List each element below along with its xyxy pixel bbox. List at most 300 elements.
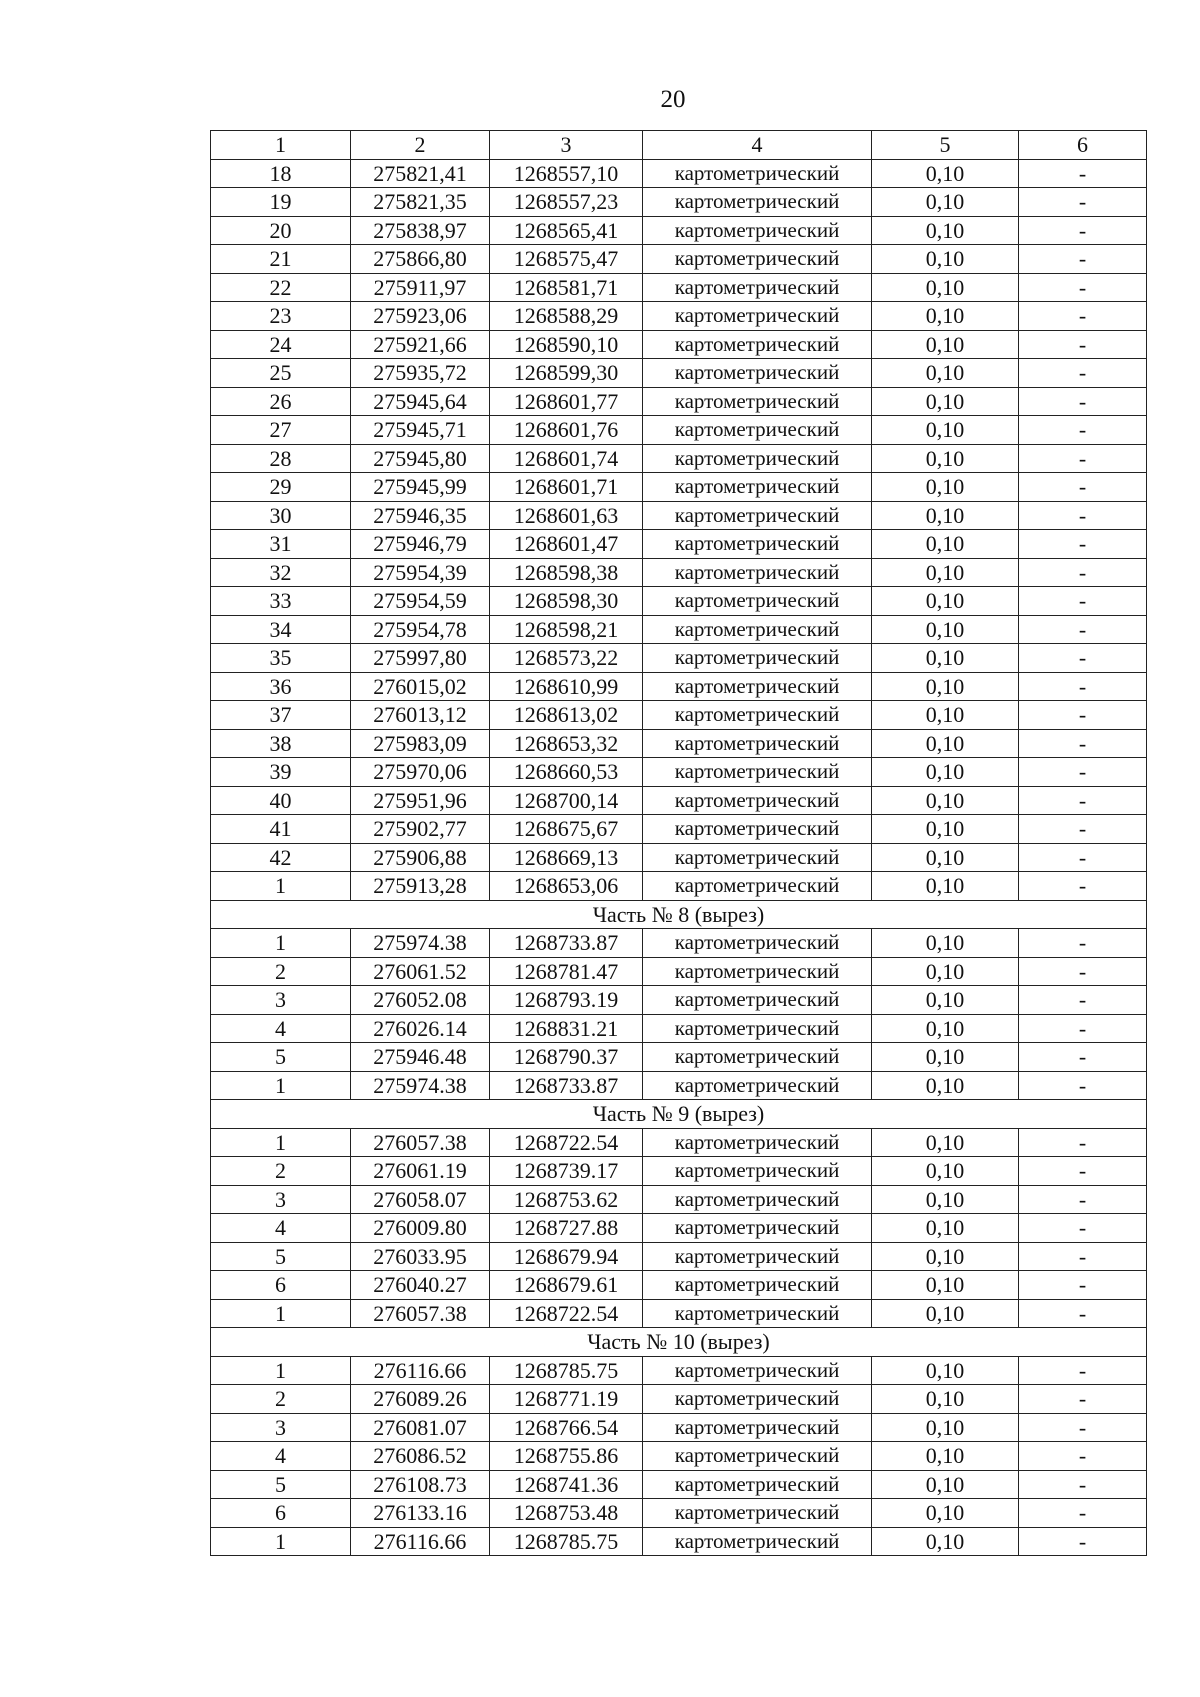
x-coordinate-cell: 276089.26	[351, 1385, 490, 1414]
method-cell: картометрический	[643, 843, 872, 872]
accuracy-cell: 0,10	[872, 359, 1019, 388]
table-row	[211, 1299, 1147, 1328]
x-coordinate-cell: 275954,78	[351, 615, 490, 644]
table-row	[211, 359, 1147, 388]
y-coordinate-cell: 1268565,41	[490, 216, 643, 245]
table-row	[211, 986, 1147, 1015]
note-cell: -	[1019, 216, 1147, 245]
y-coordinate-cell: 1268653,32	[490, 729, 643, 758]
column-header-3: 3	[490, 131, 643, 160]
y-coordinate-cell: 1268781.47	[490, 957, 643, 986]
note-cell: -	[1019, 1470, 1147, 1499]
method-cell: картометрический	[643, 330, 872, 359]
accuracy-cell: 0,10	[872, 501, 1019, 530]
table-row	[211, 786, 1147, 815]
table-row	[211, 1442, 1147, 1471]
method-cell: картометрический	[643, 302, 872, 331]
table-row	[211, 843, 1147, 872]
table-row	[211, 1413, 1147, 1442]
table-row	[211, 615, 1147, 644]
note-cell: -	[1019, 1128, 1147, 1157]
note-cell: -	[1019, 1499, 1147, 1528]
method-cell: картометрический	[643, 872, 872, 901]
x-coordinate-cell: 275945,80	[351, 444, 490, 473]
y-coordinate-cell: 1268590,10	[490, 330, 643, 359]
method-cell: картометрический	[643, 672, 872, 701]
table-header	[211, 131, 1147, 160]
point-number-cell: 28	[211, 444, 351, 473]
table-row	[211, 159, 1147, 188]
section-row	[211, 1100, 1147, 1129]
note-cell: -	[1019, 1071, 1147, 1100]
y-coordinate-cell: 1268722.54	[490, 1128, 643, 1157]
table-row	[211, 188, 1147, 217]
table-row	[211, 245, 1147, 274]
x-coordinate-cell: 275911,97	[351, 273, 490, 302]
y-coordinate-cell: 1268766.54	[490, 1413, 643, 1442]
method-cell: картометрический	[643, 530, 872, 559]
table-row	[211, 672, 1147, 701]
method-cell: картометрический	[643, 444, 872, 473]
point-number-cell: 22	[211, 273, 351, 302]
accuracy-cell: 0,10	[872, 843, 1019, 872]
table-row	[211, 1385, 1147, 1414]
accuracy-cell: 0,10	[872, 701, 1019, 730]
table-row	[211, 530, 1147, 559]
note-cell: -	[1019, 986, 1147, 1015]
point-number-cell: 1	[211, 929, 351, 958]
accuracy-cell: 0,10	[872, 1356, 1019, 1385]
table-row	[211, 1014, 1147, 1043]
y-coordinate-cell: 1268653,06	[490, 872, 643, 901]
method-cell: картометрический	[643, 558, 872, 587]
accuracy-cell: 0,10	[872, 986, 1019, 1015]
point-number-cell: 27	[211, 416, 351, 445]
section-title: Часть № 10 (вырез)	[211, 1328, 1147, 1357]
method-cell: картометрический	[643, 729, 872, 758]
x-coordinate-cell: 276108.73	[351, 1470, 490, 1499]
point-number-cell: 3	[211, 986, 351, 1015]
point-number-cell: 6	[211, 1271, 351, 1300]
y-coordinate-cell: 1268610,99	[490, 672, 643, 701]
note-cell: -	[1019, 330, 1147, 359]
note-cell: -	[1019, 1385, 1147, 1414]
table-row	[211, 1157, 1147, 1186]
y-coordinate-cell: 1268753.48	[490, 1499, 643, 1528]
y-coordinate-cell: 1268722.54	[490, 1299, 643, 1328]
y-coordinate-cell: 1268733.87	[490, 929, 643, 958]
y-coordinate-cell: 1268613,02	[490, 701, 643, 730]
x-coordinate-cell: 275923,06	[351, 302, 490, 331]
method-cell: картометрический	[643, 1356, 872, 1385]
y-coordinate-cell: 1268741.36	[490, 1470, 643, 1499]
point-number-cell: 25	[211, 359, 351, 388]
point-number-cell: 39	[211, 758, 351, 787]
x-coordinate-cell: 275945,64	[351, 387, 490, 416]
y-coordinate-cell: 1268660,53	[490, 758, 643, 787]
column-header-1: 1	[211, 131, 351, 160]
method-cell: картометрический	[643, 1157, 872, 1186]
x-coordinate-cell: 275945,71	[351, 416, 490, 445]
x-coordinate-cell: 276116.66	[351, 1356, 490, 1385]
y-coordinate-cell: 1268601,71	[490, 473, 643, 502]
point-number-cell: 29	[211, 473, 351, 502]
method-cell: картометрический	[643, 1413, 872, 1442]
y-coordinate-cell: 1268785.75	[490, 1356, 643, 1385]
note-cell: -	[1019, 416, 1147, 445]
section-row	[211, 900, 1147, 929]
method-cell: картометрический	[643, 1499, 872, 1528]
accuracy-cell: 0,10	[872, 1157, 1019, 1186]
accuracy-cell: 0,10	[872, 302, 1019, 331]
point-number-cell: 1	[211, 1299, 351, 1328]
method-cell: картометрический	[643, 1242, 872, 1271]
table-row	[211, 444, 1147, 473]
table-row	[211, 1356, 1147, 1385]
accuracy-cell: 0,10	[872, 1242, 1019, 1271]
table-row	[211, 701, 1147, 730]
table-row	[211, 473, 1147, 502]
method-cell: картометрический	[643, 644, 872, 673]
y-coordinate-cell: 1268557,10	[490, 159, 643, 188]
point-number-cell: 42	[211, 843, 351, 872]
accuracy-cell: 0,10	[872, 644, 1019, 673]
accuracy-cell: 0,10	[872, 1014, 1019, 1043]
point-number-cell: 1	[211, 1128, 351, 1157]
point-number-cell: 34	[211, 615, 351, 644]
method-cell: картометрический	[643, 1185, 872, 1214]
note-cell: -	[1019, 729, 1147, 758]
table-row	[211, 729, 1147, 758]
accuracy-cell: 0,10	[872, 216, 1019, 245]
y-coordinate-cell: 1268727.88	[490, 1214, 643, 1243]
note-cell: -	[1019, 786, 1147, 815]
method-cell: картометрический	[643, 615, 872, 644]
accuracy-cell: 0,10	[872, 1271, 1019, 1300]
point-number-cell: 3	[211, 1413, 351, 1442]
table-row	[211, 416, 1147, 445]
point-number-cell: 38	[211, 729, 351, 758]
note-cell: -	[1019, 302, 1147, 331]
y-coordinate-cell: 1268598,21	[490, 615, 643, 644]
method-cell: картометрический	[643, 1271, 872, 1300]
note-cell: -	[1019, 1356, 1147, 1385]
method-cell: картометрический	[643, 1385, 872, 1414]
method-cell: картометрический	[643, 501, 872, 530]
point-number-cell: 5	[211, 1043, 351, 1072]
note-cell: -	[1019, 1043, 1147, 1072]
y-coordinate-cell: 1268675,67	[490, 815, 643, 844]
table-row	[211, 1499, 1147, 1528]
y-coordinate-cell: 1268755.86	[490, 1442, 643, 1471]
accuracy-cell: 0,10	[872, 1413, 1019, 1442]
accuracy-cell: 0,10	[872, 1214, 1019, 1243]
x-coordinate-cell: 275935,72	[351, 359, 490, 388]
table-row	[211, 1271, 1147, 1300]
method-cell: картометрический	[643, 786, 872, 815]
point-number-cell: 3	[211, 1185, 351, 1214]
method-cell: картометрический	[643, 473, 872, 502]
point-number-cell: 5	[211, 1470, 351, 1499]
method-cell: картометрический	[643, 701, 872, 730]
accuracy-cell: 0,10	[872, 672, 1019, 701]
table-row	[211, 387, 1147, 416]
point-number-cell: 4	[211, 1014, 351, 1043]
x-coordinate-cell: 276033.95	[351, 1242, 490, 1271]
method-cell: картометрический	[643, 188, 872, 217]
method-cell: картометрический	[643, 1470, 872, 1499]
x-coordinate-cell: 275983,09	[351, 729, 490, 758]
point-number-cell: 2	[211, 1157, 351, 1186]
note-cell: -	[1019, 1214, 1147, 1243]
accuracy-cell: 0,10	[872, 530, 1019, 559]
accuracy-cell: 0,10	[872, 416, 1019, 445]
table-row	[211, 558, 1147, 587]
y-coordinate-cell: 1268790.37	[490, 1043, 643, 1072]
x-coordinate-cell: 276026.14	[351, 1014, 490, 1043]
column-header-6: 6	[1019, 131, 1147, 160]
accuracy-cell: 0,10	[872, 1499, 1019, 1528]
point-number-cell: 36	[211, 672, 351, 701]
accuracy-cell: 0,10	[872, 387, 1019, 416]
table-row	[211, 872, 1147, 901]
y-coordinate-cell: 1268575,47	[490, 245, 643, 274]
note-cell: -	[1019, 1299, 1147, 1328]
note-cell: -	[1019, 444, 1147, 473]
method-cell: картометрический	[643, 587, 872, 616]
note-cell: -	[1019, 1014, 1147, 1043]
note-cell: -	[1019, 159, 1147, 188]
table-row	[211, 957, 1147, 986]
note-cell: -	[1019, 188, 1147, 217]
note-cell: -	[1019, 530, 1147, 559]
y-coordinate-cell: 1268588,29	[490, 302, 643, 331]
method-cell: картометрический	[643, 1442, 872, 1471]
accuracy-cell: 0,10	[872, 872, 1019, 901]
x-coordinate-cell: 275945,99	[351, 473, 490, 502]
x-coordinate-cell: 275954,59	[351, 587, 490, 616]
point-number-cell: 2	[211, 957, 351, 986]
point-number-cell: 41	[211, 815, 351, 844]
table-row	[211, 1470, 1147, 1499]
y-coordinate-cell: 1268669,13	[490, 843, 643, 872]
note-cell: -	[1019, 273, 1147, 302]
x-coordinate-cell: 276133.16	[351, 1499, 490, 1528]
table-row	[211, 330, 1147, 359]
accuracy-cell: 0,10	[872, 815, 1019, 844]
accuracy-cell: 0,10	[872, 758, 1019, 787]
accuracy-cell: 0,10	[872, 1299, 1019, 1328]
method-cell: картометрический	[643, 1043, 872, 1072]
x-coordinate-cell: 275821,41	[351, 159, 490, 188]
accuracy-cell: 0,10	[872, 1128, 1019, 1157]
x-coordinate-cell: 275970,06	[351, 758, 490, 787]
x-coordinate-cell: 275906,88	[351, 843, 490, 872]
accuracy-cell: 0,10	[872, 273, 1019, 302]
method-cell: картометрический	[643, 273, 872, 302]
method-cell: картометрический	[643, 815, 872, 844]
y-coordinate-cell: 1268793.19	[490, 986, 643, 1015]
method-cell: картометрический	[643, 245, 872, 274]
note-cell: -	[1019, 615, 1147, 644]
x-coordinate-cell: 276116.66	[351, 1527, 490, 1556]
x-coordinate-cell: 276061.52	[351, 957, 490, 986]
section-title: Часть № 8 (вырез)	[211, 900, 1147, 929]
x-coordinate-cell: 275946.48	[351, 1043, 490, 1072]
method-cell: картометрический	[643, 416, 872, 445]
x-coordinate-cell: 275913,28	[351, 872, 490, 901]
column-header-4: 4	[643, 131, 872, 160]
accuracy-cell: 0,10	[872, 558, 1019, 587]
table-row	[211, 1242, 1147, 1271]
y-coordinate-cell: 1268679.61	[490, 1271, 643, 1300]
y-coordinate-cell: 1268785.75	[490, 1527, 643, 1556]
y-coordinate-cell: 1268601,47	[490, 530, 643, 559]
table-row	[211, 587, 1147, 616]
column-header-2: 2	[351, 131, 490, 160]
x-coordinate-cell: 275946,35	[351, 501, 490, 530]
x-coordinate-cell: 275951,96	[351, 786, 490, 815]
x-coordinate-cell: 276057.38	[351, 1299, 490, 1328]
method-cell: картометрический	[643, 1014, 872, 1043]
table-row	[211, 758, 1147, 787]
method-cell: картометрический	[643, 929, 872, 958]
table-row	[211, 273, 1147, 302]
note-cell: -	[1019, 387, 1147, 416]
y-coordinate-cell: 1268598,38	[490, 558, 643, 587]
x-coordinate-cell: 275866,80	[351, 245, 490, 274]
column-header-5: 5	[872, 131, 1019, 160]
note-cell: -	[1019, 644, 1147, 673]
table-row	[211, 1128, 1147, 1157]
point-number-cell: 1	[211, 872, 351, 901]
note-cell: -	[1019, 1157, 1147, 1186]
note-cell: -	[1019, 1413, 1147, 1442]
accuracy-cell: 0,10	[872, 473, 1019, 502]
accuracy-cell: 0,10	[872, 1071, 1019, 1100]
y-coordinate-cell: 1268599,30	[490, 359, 643, 388]
y-coordinate-cell: 1268679.94	[490, 1242, 643, 1271]
point-number-cell: 20	[211, 216, 351, 245]
note-cell: -	[1019, 815, 1147, 844]
accuracy-cell: 0,10	[872, 1385, 1019, 1414]
x-coordinate-cell: 276057.38	[351, 1128, 490, 1157]
note-cell: -	[1019, 245, 1147, 274]
method-cell: картометрический	[643, 1299, 872, 1328]
x-coordinate-cell: 275821,35	[351, 188, 490, 217]
y-coordinate-cell: 1268601,77	[490, 387, 643, 416]
point-number-cell: 5	[211, 1242, 351, 1271]
x-coordinate-cell: 276009.80	[351, 1214, 490, 1243]
y-coordinate-cell: 1268573,22	[490, 644, 643, 673]
accuracy-cell: 0,10	[872, 159, 1019, 188]
method-cell: картометрический	[643, 758, 872, 787]
x-coordinate-cell: 275902,77	[351, 815, 490, 844]
x-coordinate-cell: 275954,39	[351, 558, 490, 587]
accuracy-cell: 0,10	[872, 245, 1019, 274]
x-coordinate-cell: 276052.08	[351, 986, 490, 1015]
point-number-cell: 21	[211, 245, 351, 274]
table-row	[211, 644, 1147, 673]
note-cell: -	[1019, 1271, 1147, 1300]
note-cell: -	[1019, 701, 1147, 730]
table-row	[211, 929, 1147, 958]
method-cell: картометрический	[643, 159, 872, 188]
x-coordinate-cell: 275838,97	[351, 216, 490, 245]
table-row	[211, 501, 1147, 530]
y-coordinate-cell: 1268700,14	[490, 786, 643, 815]
note-cell: -	[1019, 501, 1147, 530]
accuracy-cell: 0,10	[872, 1470, 1019, 1499]
note-cell: -	[1019, 957, 1147, 986]
y-coordinate-cell: 1268831.21	[490, 1014, 643, 1043]
table-row	[211, 1043, 1147, 1072]
accuracy-cell: 0,10	[872, 786, 1019, 815]
page-number: 20	[660, 86, 686, 113]
note-cell: -	[1019, 929, 1147, 958]
x-coordinate-cell: 275997,80	[351, 644, 490, 673]
y-coordinate-cell: 1268598,30	[490, 587, 643, 616]
note-cell: -	[1019, 558, 1147, 587]
note-cell: -	[1019, 1242, 1147, 1271]
x-coordinate-cell: 275946,79	[351, 530, 490, 559]
point-number-cell: 4	[211, 1214, 351, 1243]
method-cell: картометрический	[643, 1128, 872, 1157]
method-cell: картометрический	[643, 986, 872, 1015]
x-coordinate-cell: 276013,12	[351, 701, 490, 730]
table-row	[211, 302, 1147, 331]
method-cell: картометрический	[643, 359, 872, 388]
point-number-cell: 40	[211, 786, 351, 815]
point-number-cell: 23	[211, 302, 351, 331]
y-coordinate-cell: 1268771.19	[490, 1385, 643, 1414]
point-number-cell: 33	[211, 587, 351, 616]
y-coordinate-cell: 1268733.87	[490, 1071, 643, 1100]
x-coordinate-cell: 275974.38	[351, 929, 490, 958]
note-cell: -	[1019, 1185, 1147, 1214]
table-row	[211, 1185, 1147, 1214]
accuracy-cell: 0,10	[872, 729, 1019, 758]
point-number-cell: 24	[211, 330, 351, 359]
section-row	[211, 1328, 1147, 1357]
point-number-cell: 6	[211, 1499, 351, 1528]
table-body	[211, 159, 1147, 1556]
method-cell: картометрический	[643, 1527, 872, 1556]
accuracy-cell: 0,10	[872, 1527, 1019, 1556]
point-number-cell: 31	[211, 530, 351, 559]
point-number-cell: 2	[211, 1385, 351, 1414]
x-coordinate-cell: 276058.07	[351, 1185, 490, 1214]
note-cell: -	[1019, 587, 1147, 616]
point-number-cell: 26	[211, 387, 351, 416]
note-cell: -	[1019, 758, 1147, 787]
note-cell: -	[1019, 473, 1147, 502]
note-cell: -	[1019, 843, 1147, 872]
y-coordinate-cell: 1268557,23	[490, 188, 643, 217]
point-number-cell: 1	[211, 1071, 351, 1100]
x-coordinate-cell: 276086.52	[351, 1442, 490, 1471]
coordinates-table	[210, 130, 1147, 1556]
x-coordinate-cell: 276061.19	[351, 1157, 490, 1186]
note-cell: -	[1019, 1527, 1147, 1556]
y-coordinate-cell: 1268601,76	[490, 416, 643, 445]
accuracy-cell: 0,10	[872, 1442, 1019, 1471]
note-cell: -	[1019, 872, 1147, 901]
y-coordinate-cell: 1268601,74	[490, 444, 643, 473]
header-row	[211, 131, 1147, 160]
table-row	[211, 216, 1147, 245]
x-coordinate-cell: 276081.07	[351, 1413, 490, 1442]
